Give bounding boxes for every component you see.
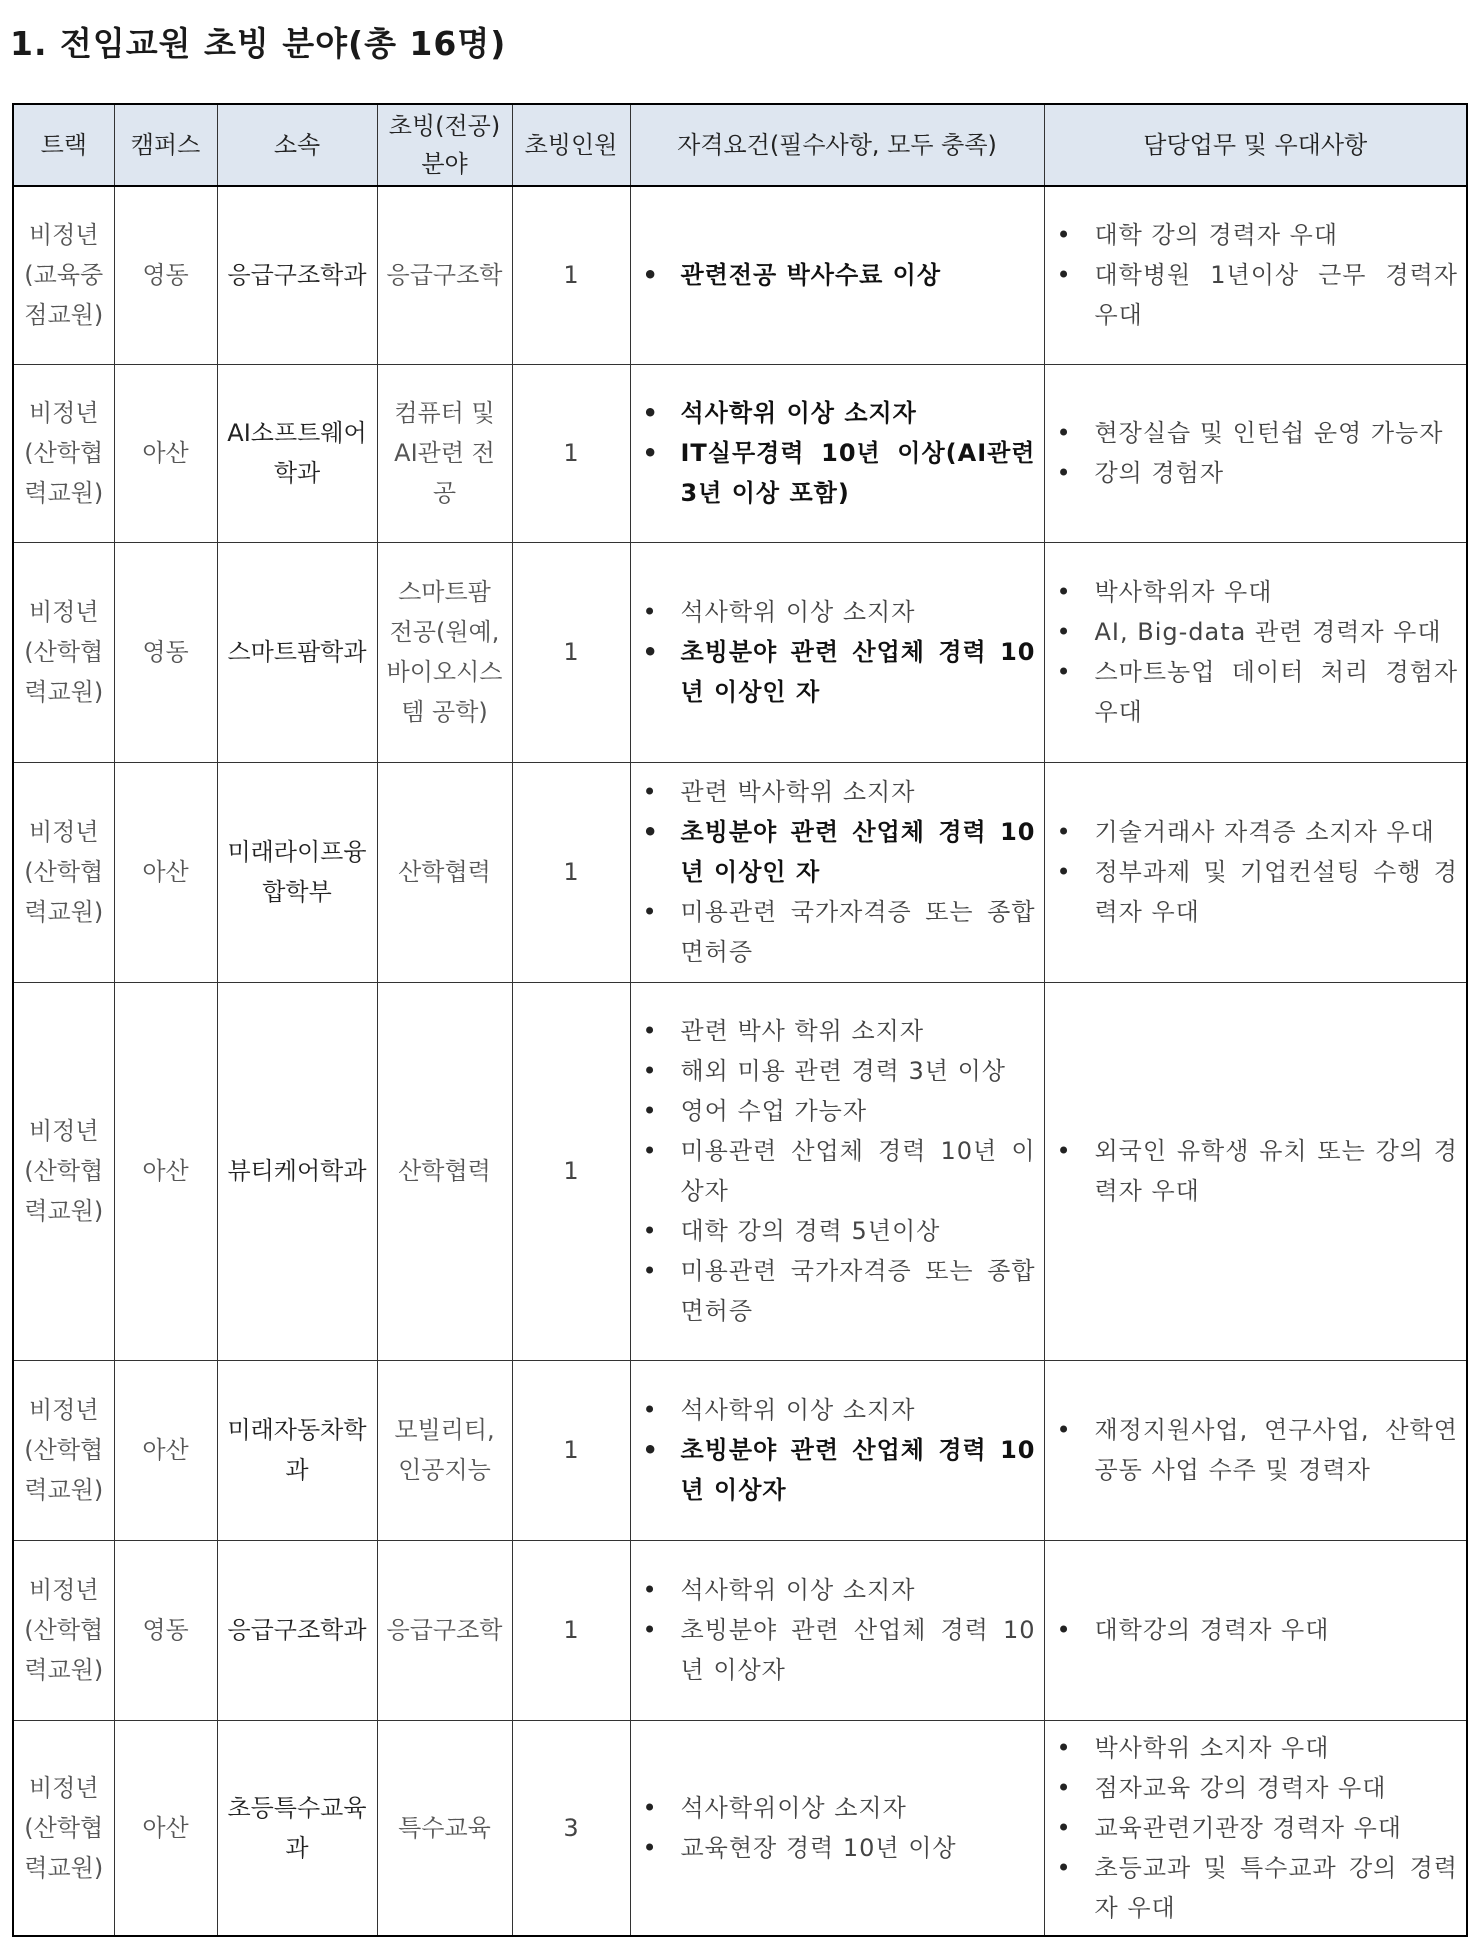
preference-item: • 재정지원사업, 연구사업, 산학연 공동 사업 수주 및 경력자 bbox=[1053, 1410, 1459, 1490]
cell-count: 1 bbox=[512, 982, 630, 1360]
table-row bbox=[13, 1540, 1467, 1720]
requirement-item: • 관련 박사학위 소지자 bbox=[639, 772, 1036, 812]
cell-requirements bbox=[630, 1360, 1044, 1540]
cell-requirements bbox=[630, 364, 1044, 542]
header-preferences: 담당업무 및 우대사항 bbox=[1044, 104, 1467, 186]
cell-count: 1 bbox=[512, 1540, 630, 1720]
requirement-item: • 석사학위 이상 소지자 bbox=[639, 592, 1036, 632]
preference-item: • AI, Big-data 관련 경력자 우대 bbox=[1053, 612, 1459, 652]
preference-item: • 현장실습 및 인턴쉽 운영 가능자 bbox=[1053, 413, 1459, 453]
recruitment-table bbox=[12, 103, 1468, 1937]
cell-preferences bbox=[1044, 186, 1467, 364]
cell-requirements bbox=[630, 1720, 1044, 1936]
requirement-item: • 대학 강의 경력 5년이상 bbox=[639, 1211, 1036, 1251]
preference-item: • 강의 경험자 bbox=[1053, 453, 1459, 493]
requirement-item: • 관련전공 박사수료 이상 bbox=[639, 255, 1036, 295]
table-row bbox=[13, 186, 1467, 364]
table-row bbox=[13, 1360, 1467, 1540]
cell-preferences bbox=[1044, 762, 1467, 982]
cell-requirements bbox=[630, 1540, 1044, 1720]
cell-track: 비정년(교육중점교원) bbox=[13, 186, 114, 364]
header-track: 트랙 bbox=[13, 104, 114, 186]
requirement-item: • 초빙분야 관련 산업체 경력 10년 이상인 자 bbox=[639, 632, 1036, 712]
cell-track: 비정년(산학협력교원) bbox=[13, 1360, 114, 1540]
requirement-item: • 석사학위 이상 소지자 bbox=[639, 393, 1036, 433]
requirements-list bbox=[639, 255, 1036, 295]
requirements-list bbox=[639, 1788, 1036, 1868]
cell-campus: 아산 bbox=[114, 1360, 217, 1540]
preference-item: • 박사학위자 우대 bbox=[1053, 572, 1459, 612]
table-row bbox=[13, 542, 1467, 762]
cell-field: 컴퓨터 및 AI관련 전공 bbox=[377, 364, 512, 542]
requirement-item: • 초빙분야 관련 산업체 경력 10년 이상자 bbox=[639, 1610, 1036, 1690]
cell-campus: 아산 bbox=[114, 762, 217, 982]
cell-track: 비정년(산학협력교원) bbox=[13, 1720, 114, 1936]
cell-field: 산학협력 bbox=[377, 762, 512, 982]
cell-preferences bbox=[1044, 982, 1467, 1360]
requirement-item: • 석사학위이상 소지자 bbox=[639, 1788, 1036, 1828]
requirements-list bbox=[639, 1570, 1036, 1690]
cell-campus: 아산 bbox=[114, 364, 217, 542]
cell-track: 비정년(산학협력교원) bbox=[13, 982, 114, 1360]
preferences-list bbox=[1053, 1131, 1459, 1211]
cell-track: 비정년(산학협력교원) bbox=[13, 364, 114, 542]
cell-track: 비정년(산학협력교원) bbox=[13, 762, 114, 982]
cell-requirements bbox=[630, 762, 1044, 982]
cell-count: 1 bbox=[512, 762, 630, 982]
table-row bbox=[13, 364, 1467, 542]
requirement-item: • 초빙분야 관련 산업체 경력 10년 이상자 bbox=[639, 1430, 1036, 1510]
cell-preferences bbox=[1044, 542, 1467, 762]
preference-item: • 외국인 유학생 유치 또는 강의 경력자 우대 bbox=[1053, 1131, 1459, 1211]
table-row bbox=[13, 762, 1467, 982]
cell-campus: 아산 bbox=[114, 1720, 217, 1936]
preference-item: • 박사학위 소지자 우대 bbox=[1053, 1728, 1459, 1768]
preference-item: • 대학병원 1년이상 근무 경력자 우대 bbox=[1053, 255, 1459, 335]
cell-track: 비정년(산학협력교원) bbox=[13, 542, 114, 762]
preferences-list bbox=[1053, 413, 1459, 493]
requirements-list bbox=[639, 772, 1036, 972]
requirement-item: • 석사학위 이상 소지자 bbox=[639, 1390, 1036, 1430]
cell-campus: 아산 bbox=[114, 982, 217, 1360]
cell-requirements bbox=[630, 186, 1044, 364]
cell-requirements bbox=[630, 982, 1044, 1360]
cell-dept: AI소프트웨어학과 bbox=[217, 364, 377, 542]
requirement-item: • IT실무경력 10년 이상(AI관련 3년 이상 포함) bbox=[639, 433, 1036, 513]
preferences-list bbox=[1053, 1410, 1459, 1490]
cell-dept: 응급구조학과 bbox=[217, 1540, 377, 1720]
cell-count: 1 bbox=[512, 1360, 630, 1540]
preference-item: • 스마트농업 데이터 처리 경험자 우대 bbox=[1053, 652, 1459, 732]
cell-campus: 영동 bbox=[114, 542, 217, 762]
cell-dept: 응급구조학과 bbox=[217, 186, 377, 364]
preference-item: • 교육관련기관장 경력자 우대 bbox=[1053, 1808, 1459, 1848]
cell-count: 1 bbox=[512, 542, 630, 762]
table-header-row bbox=[13, 104, 1467, 186]
requirement-item: • 미용관련 국가자격증 또는 종합 면허증 bbox=[639, 1251, 1036, 1331]
cell-dept: 초등특수교육과 bbox=[217, 1720, 377, 1936]
requirements-list bbox=[639, 393, 1036, 513]
cell-dept: 미래자동차학과 bbox=[217, 1360, 377, 1540]
preferences-list bbox=[1053, 572, 1459, 732]
header-field: 초빙(전공)분야 bbox=[377, 104, 512, 186]
cell-track: 비정년(산학협력교원) bbox=[13, 1540, 114, 1720]
requirement-item: • 해외 미용 관련 경력 3년 이상 bbox=[639, 1051, 1036, 1091]
cell-campus: 영동 bbox=[114, 186, 217, 364]
cell-count: 1 bbox=[512, 364, 630, 542]
preference-item: • 기술거래사 자격증 소지자 우대 bbox=[1053, 812, 1459, 852]
requirement-item: • 관련 박사 학위 소지자 bbox=[639, 1011, 1036, 1051]
requirements-list bbox=[639, 1011, 1036, 1331]
requirement-item: • 미용관련 국가자격증 또는 종합 면허증 bbox=[639, 892, 1036, 972]
cell-field: 특수교육 bbox=[377, 1720, 512, 1936]
requirement-item: • 초빙분야 관련 산업체 경력 10년 이상인 자 bbox=[639, 812, 1036, 892]
requirement-item: • 미용관련 산업체 경력 10년 이상자 bbox=[639, 1131, 1036, 1211]
header-count: 초빙인원 bbox=[512, 104, 630, 186]
cell-field: 모빌리티, 인공지능 bbox=[377, 1360, 512, 1540]
cell-dept: 스마트팜학과 bbox=[217, 542, 377, 762]
requirement-item: • 교육현장 경력 10년 이상 bbox=[639, 1828, 1036, 1868]
requirements-list bbox=[639, 592, 1036, 712]
cell-field: 응급구조학 bbox=[377, 1540, 512, 1720]
preferences-list bbox=[1053, 1728, 1459, 1928]
preference-item: • 대학강의 경력자 우대 bbox=[1053, 1610, 1459, 1650]
cell-dept: 뷰티케어학과 bbox=[217, 982, 377, 1360]
header-dept: 소속 bbox=[217, 104, 377, 186]
requirements-list bbox=[639, 1390, 1036, 1510]
preference-item: • 정부과제 및 기업컨설팅 수행 경력자 우대 bbox=[1053, 852, 1459, 932]
preference-item: • 점자교육 강의 경력자 우대 bbox=[1053, 1768, 1459, 1808]
cell-field: 산학협력 bbox=[377, 982, 512, 1360]
table-body bbox=[13, 186, 1467, 1936]
cell-dept: 미래라이프융합학부 bbox=[217, 762, 377, 982]
cell-count: 1 bbox=[512, 186, 630, 364]
table-row bbox=[13, 1720, 1467, 1936]
requirement-item: • 영어 수업 가능자 bbox=[639, 1091, 1036, 1131]
cell-preferences bbox=[1044, 1540, 1467, 1720]
cell-preferences bbox=[1044, 364, 1467, 542]
cell-requirements bbox=[630, 542, 1044, 762]
preferences-list bbox=[1053, 215, 1459, 335]
cell-field: 응급구조학 bbox=[377, 186, 512, 364]
cell-count: 3 bbox=[512, 1720, 630, 1936]
header-requirements: 자격요건(필수사항, 모두 충족) bbox=[630, 104, 1044, 186]
cell-preferences bbox=[1044, 1720, 1467, 1936]
table-row bbox=[13, 982, 1467, 1360]
preference-item: • 초등교과 및 특수교과 강의 경력자 우대 bbox=[1053, 1848, 1459, 1928]
header-campus: 캠퍼스 bbox=[114, 104, 217, 186]
requirement-item: • 석사학위 이상 소지자 bbox=[639, 1570, 1036, 1610]
preference-item: • 대학 강의 경력자 우대 bbox=[1053, 215, 1459, 255]
preferences-list bbox=[1053, 812, 1459, 932]
cell-field: 스마트팜 전공(원예,바이오시스템 공학) bbox=[377, 542, 512, 762]
preferences-list bbox=[1053, 1610, 1459, 1650]
cell-preferences bbox=[1044, 1360, 1467, 1540]
cell-campus: 영동 bbox=[114, 1540, 217, 1720]
document-heading: 1. 전임교원 초빙 분야(총 16명) bbox=[10, 24, 507, 63]
